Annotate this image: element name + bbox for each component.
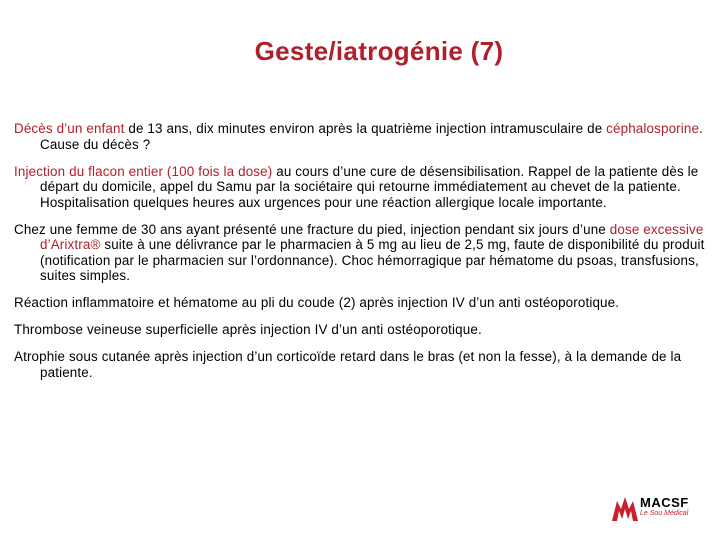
body-text: . Cause du décès ? (40, 121, 703, 152)
body-text: au cours d’une cure de désensibilisation. Rappel de la patiente dès le départ du domicile, appel du Samu par la sociétaire qui retourne immédiatement au chevet de la patiente. Hospitalisation quelques heures aux urgences pour une réaction allergique locale importante. (40, 163, 699, 210)
body-text: de 13 ans, dix minutes environ après la quatrième injection intramusculaire de (124, 121, 607, 136)
macsf-logo (612, 493, 704, 523)
body-text: Atrophie sous cutanée après injection d’un corticoïde retard dans le bras (et non la fesse), à la demande de la patiente. (14, 349, 682, 380)
paragraph-case-1 (14, 121, 709, 152)
body-text: Chez une femme de 30 ans ayant présenté une fracture du pied, injection pendant six jours d’une (14, 221, 610, 237)
logo-brand-name: MACSF (640, 495, 689, 510)
paragraph-case-5 (14, 322, 709, 338)
paragraph-case-4 (14, 295, 709, 311)
slide-body (14, 121, 709, 392)
body-text: Réaction inflammatoire et hématome au pli du coude (2) après injection IV d’un anti ostéoporotique. (14, 295, 620, 310)
highlight-text: dose excessive d’Arixtra® (40, 221, 704, 252)
highlight-text: Décès d’un enfant (14, 121, 125, 136)
slide-title: Geste/iatrogénie (7) (254, 36, 504, 66)
macsf-logo-icon (612, 495, 638, 521)
paragraph-case-6 (14, 349, 709, 380)
paragraph-case-3 (14, 222, 709, 284)
body-text: Thrombose veineuse superficielle après injection IV d’un anti ostéoporotique. (14, 322, 482, 337)
highlight-text: céphalosporine (606, 121, 700, 136)
logo-tagline: Le Sou Médical (640, 510, 689, 517)
body-text: suite à une délivrance par le pharmacien à 5 mg au lieu de 2,5 mg, faute de disponibilité du produit (notification par le pharmacien sur l’ordonnance). Choc hémorragique par hématome du psoas, transfusions, suites simples. (40, 237, 705, 283)
highlight-text: Injection du flacon entier (100 fois la dose) (14, 163, 273, 179)
paragraph-case-2 (14, 164, 709, 211)
